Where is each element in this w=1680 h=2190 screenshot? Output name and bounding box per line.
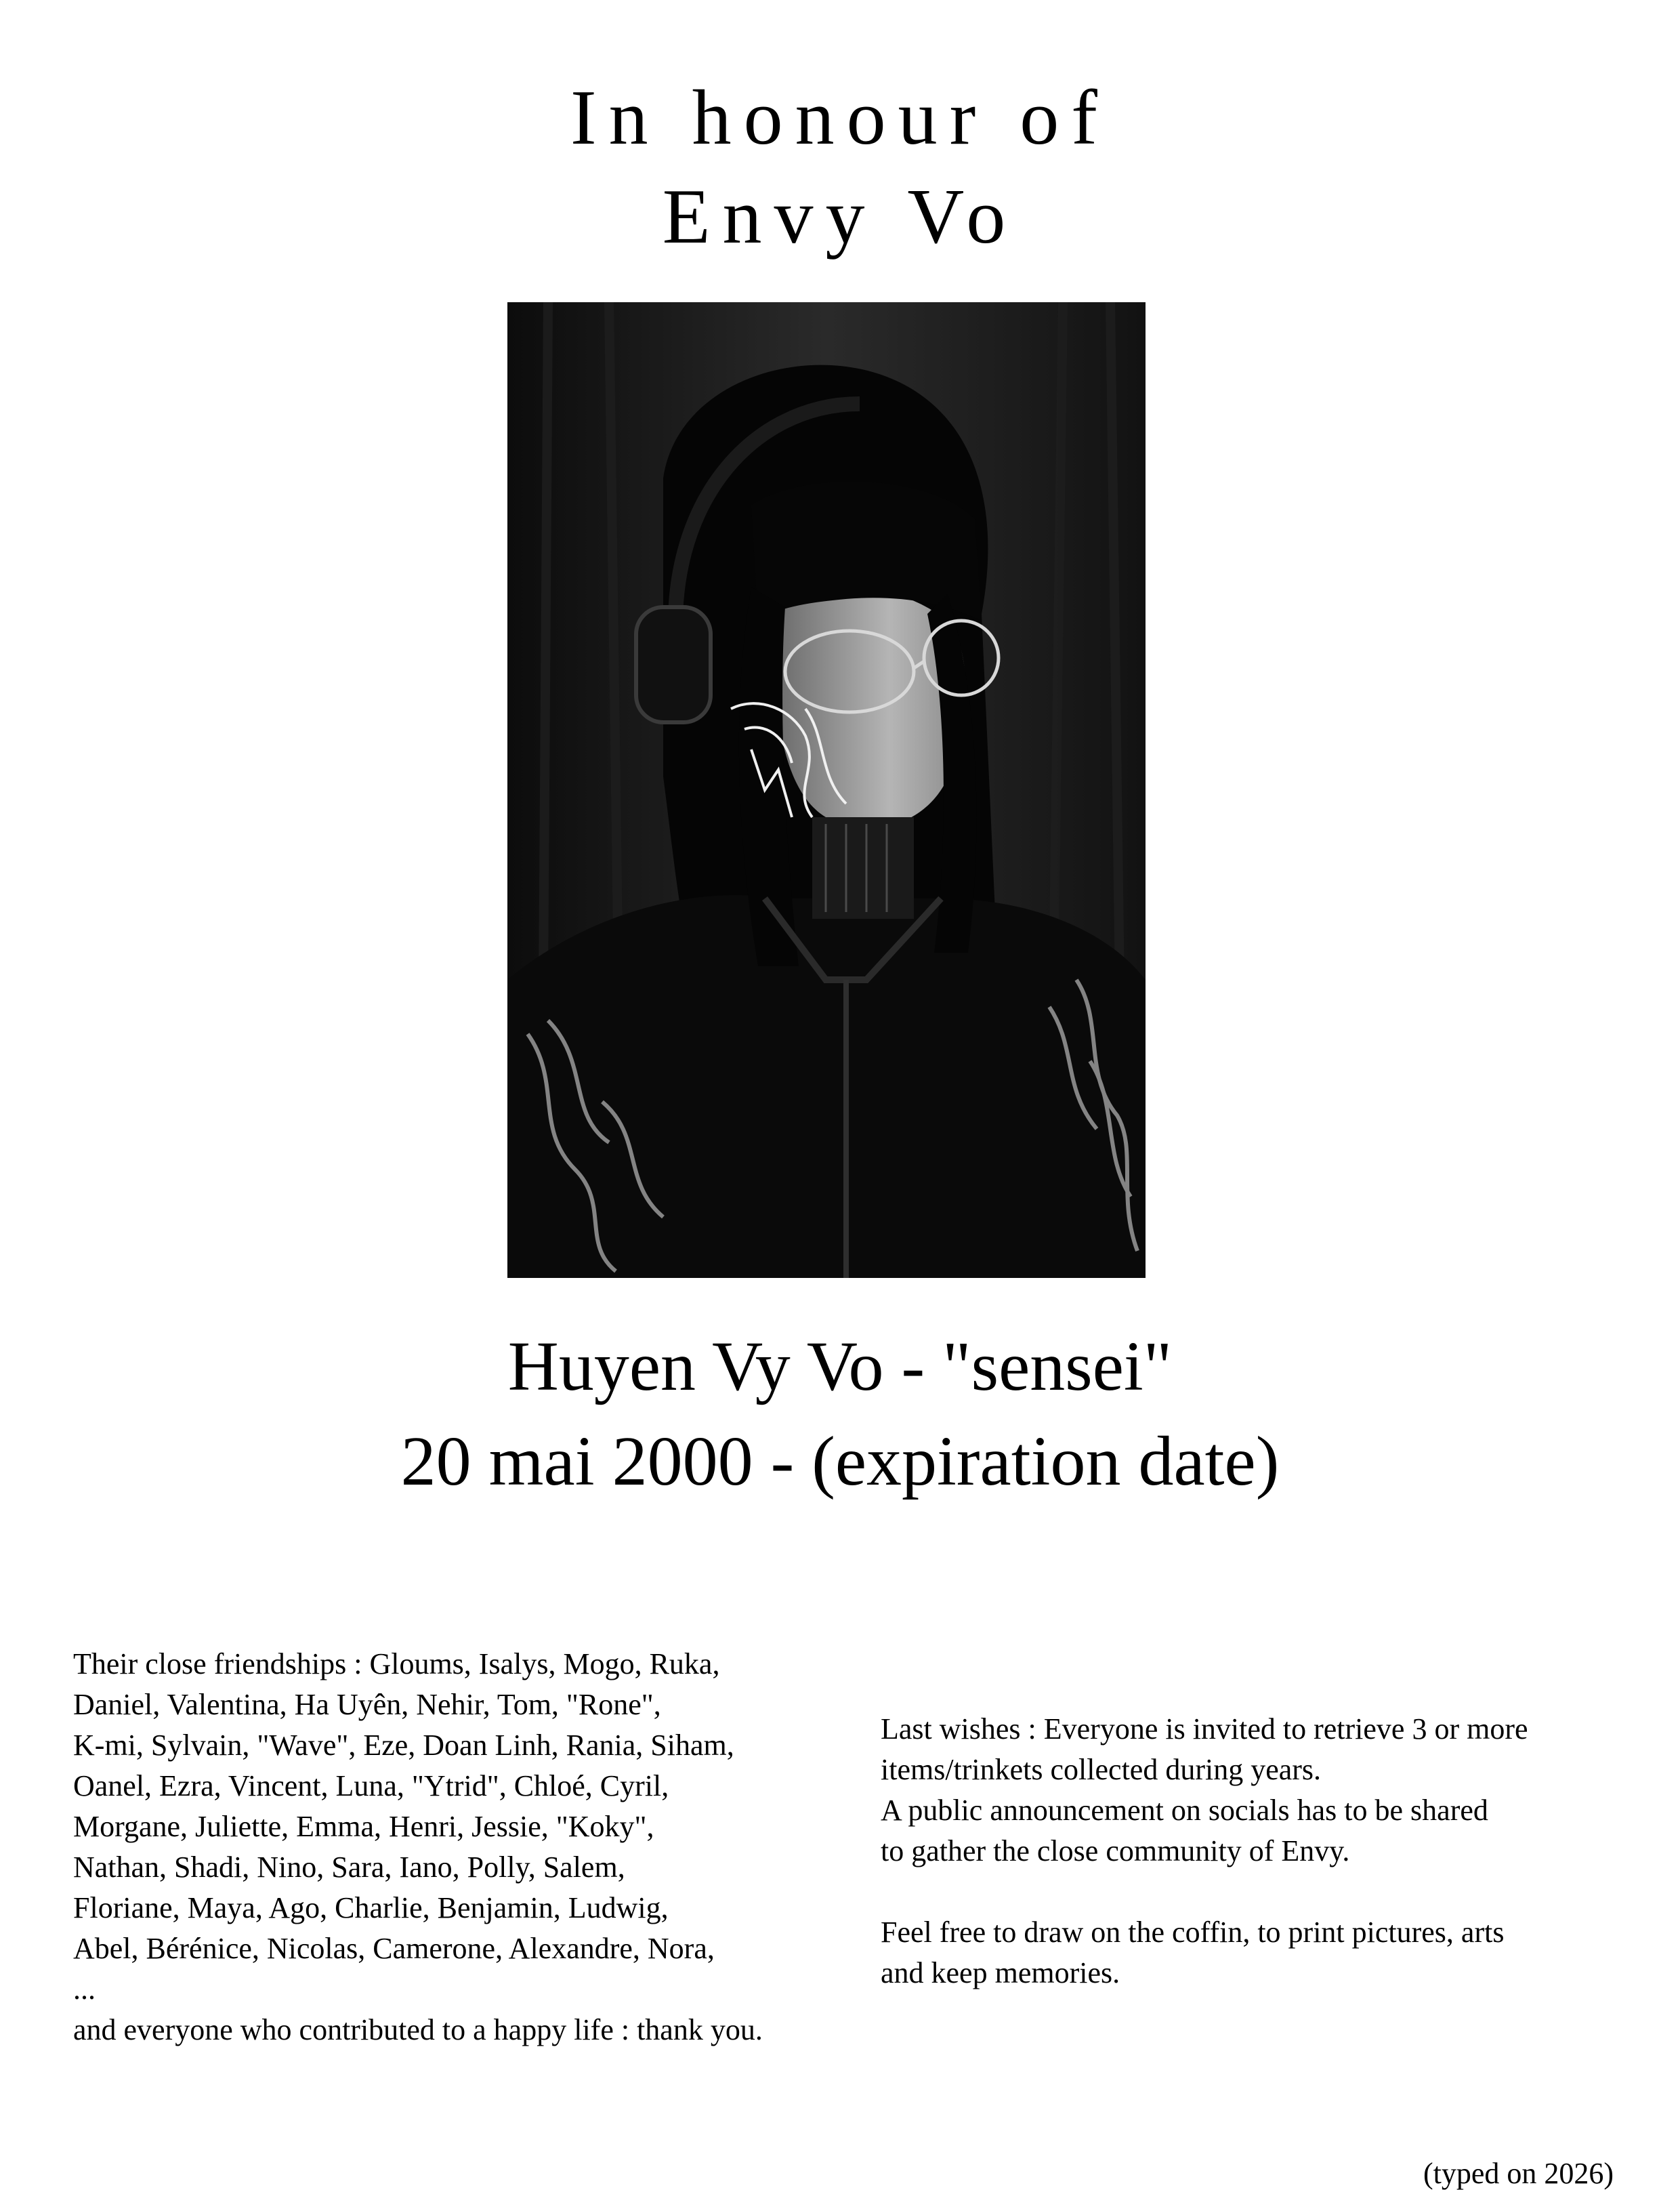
last-wishes-line: Last wishes : Everyone is invited to retrieve 3 or more	[881, 1712, 1528, 1745]
last-wishes-line: A public announcement on socials has to be shared	[881, 1794, 1488, 1827]
friendships-line: Floriane, Maya, Ago, Charlie, Benjamin, Ludwig,	[73, 1891, 669, 1924]
friendships-line: Abel, Bérénice, Nicolas, Camerone, Alexandre, Nora,	[73, 1932, 715, 1965]
last-wishes-section	[881, 1709, 1528, 1993]
friendships-section	[73, 1644, 763, 2050]
friendships-line: Their close friendships : Gloums, Isalys, Mogo, Ruka,	[73, 1647, 720, 1680]
honoree-full-name: Huyen Vy Vo - "sensei"	[507, 1327, 1173, 1405]
last-wishes-line	[881, 1872, 1528, 1912]
portrait-photo	[507, 302, 1146, 1278]
honoree-dates: 20 mai 2000 - (expiration date)	[400, 1422, 1280, 1500]
friendships-line: Nathan, Shadi, Nino, Sara, Iano, Polly, Salem,	[73, 1851, 625, 1884]
last-wishes-line: to gather the close community of Envy.	[881, 1834, 1350, 1867]
heading-honoree-name: Envy Vo	[662, 173, 1018, 260]
portrait-illustration	[507, 302, 1146, 1278]
friendships-line: K-mi, Sylvain, "Wave", Eze, Doan Linh, Rania, Siham,	[73, 1729, 734, 1762]
friendships-line: ...	[73, 1972, 96, 2006]
friendships-line: Morgane, Juliette, Emma, Henri, Jessie, "Koky",	[73, 1810, 654, 1843]
friendships-line: and everyone who contributed to a happy life : thank you.	[73, 2013, 763, 2046]
last-wishes-line: Feel free to draw on the coffin, to print pictures, arts	[881, 1916, 1505, 1949]
heading-in-honour-of: In honour of	[570, 75, 1110, 161]
last-wishes-line: and keep memories.	[881, 1956, 1120, 1989]
last-wishes-line: items/trinkets collected during years.	[881, 1753, 1322, 1786]
friendships-line: Daniel, Valentina, Ha Uyên, Nehir, Tom, "Rone",	[73, 1688, 661, 1721]
friendships-line: Oanel, Ezra, Vincent, Luna, "Ytrid", Chloé, Cyril,	[73, 1769, 669, 1802]
typed-date-note: (typed on 2026)	[1423, 2157, 1614, 2190]
